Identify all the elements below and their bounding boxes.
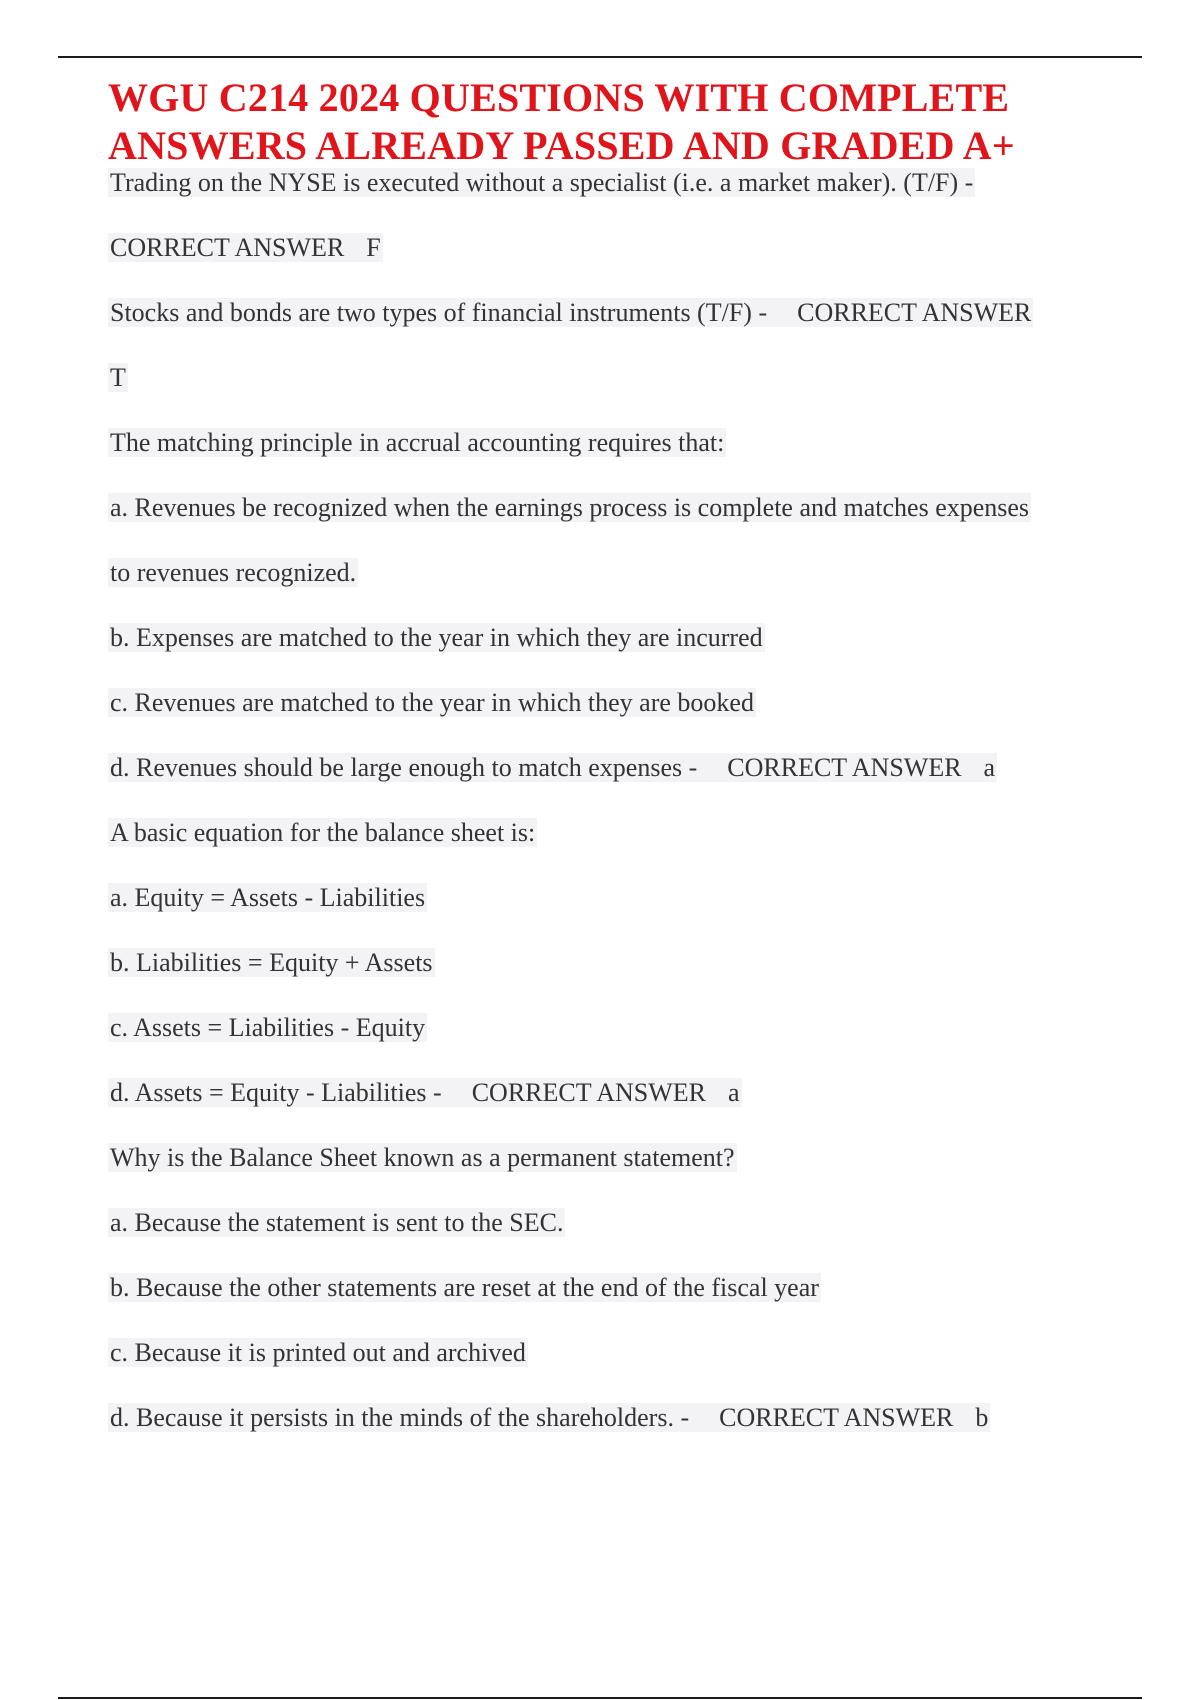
correct-answer-label: CORRECT ANSWER [727,753,962,782]
top-rule [58,56,1142,58]
option-text: b. Because the other statements are reset at the end of the fiscal year [110,1273,819,1302]
option-text: c. Assets = Liabilities - Equity [110,1013,426,1042]
option-b-line [108,946,1108,1011]
option-text: d. Because it persists in the minds of the shareholders. - [110,1403,690,1432]
answer-2-line [108,361,1108,426]
answer-value: a [727,1078,740,1107]
option-text: b. Expenses are matched to the year in which they are incurred [110,623,763,652]
correct-answer-label: CORRECT ANSWER [471,1078,706,1107]
question-1-text: Trading on the NYSE is executed without a specialist (i.e. a market maker). (T/F) - [110,168,974,197]
answer-value: a [983,753,996,782]
option-text: d. Assets = Equity - Liabilities - [110,1078,442,1107]
option-d-line [108,751,1108,816]
answer-value: T [110,363,126,392]
option-c-line [108,1336,1108,1401]
option-d-line [108,1076,1108,1141]
option-text: c. Revenues are matched to the year in which they are booked [110,688,754,717]
option-b-line [108,1271,1108,1336]
option-a-line [108,881,1108,946]
correct-answer-label: CORRECT ANSWER [797,298,1032,327]
question-5-text: Why is the Balance Sheet known as a permanent statement? [110,1143,735,1172]
option-b-line [108,621,1108,686]
option-text: d. Revenues should be large enough to match expenses - [110,753,698,782]
question-4-text: A basic equation for the balance sheet is: [110,818,536,847]
title-line-2: ANSWERS ALREADY PASSED AND GRADED A+ [108,123,1015,168]
question-4-line [108,816,1108,881]
option-text: a. Equity = Assets - Liabilities [110,883,426,912]
option-a-line [108,1206,1108,1271]
answer-1-line [108,231,1108,296]
correct-answer-label: CORRECT ANSWER [110,233,345,262]
correct-answer-label: CORRECT ANSWER [719,1403,954,1432]
option-text: c. Because it is printed out and archived [110,1338,526,1367]
answer-value: F [366,233,381,262]
question-1-line [108,166,1108,231]
bottom-rule [58,1697,1142,1699]
question-2-text: Stocks and bonds are two types of financial instruments (T/F) - [110,298,768,327]
option-c-line [108,1011,1108,1076]
qa-content [108,166,1108,1466]
answer-value: b [975,1403,989,1432]
option-c-line [108,686,1108,751]
option-d-line [108,1401,1108,1466]
question-2-line [108,296,1108,361]
document-title [108,74,1108,170]
question-3-line [108,426,1108,491]
title-line-1: WGU C214 2024 QUESTIONS WITH COMPLETE [108,75,1010,120]
option-text: a. Because the statement is sent to the SEC. [110,1208,564,1237]
option-text: a. Revenues be recognized when the earnings process is complete and matches expenses [110,493,1030,522]
question-5-line [108,1141,1108,1206]
option-a-line [108,491,1108,556]
option-text: to revenues recognized. [110,558,357,587]
option-a-continued-line [108,556,1108,621]
question-3-text: The matching principle in accrual accounting requires that: [110,428,725,457]
option-text: b. Liabilities = Equity + Assets [110,948,433,977]
